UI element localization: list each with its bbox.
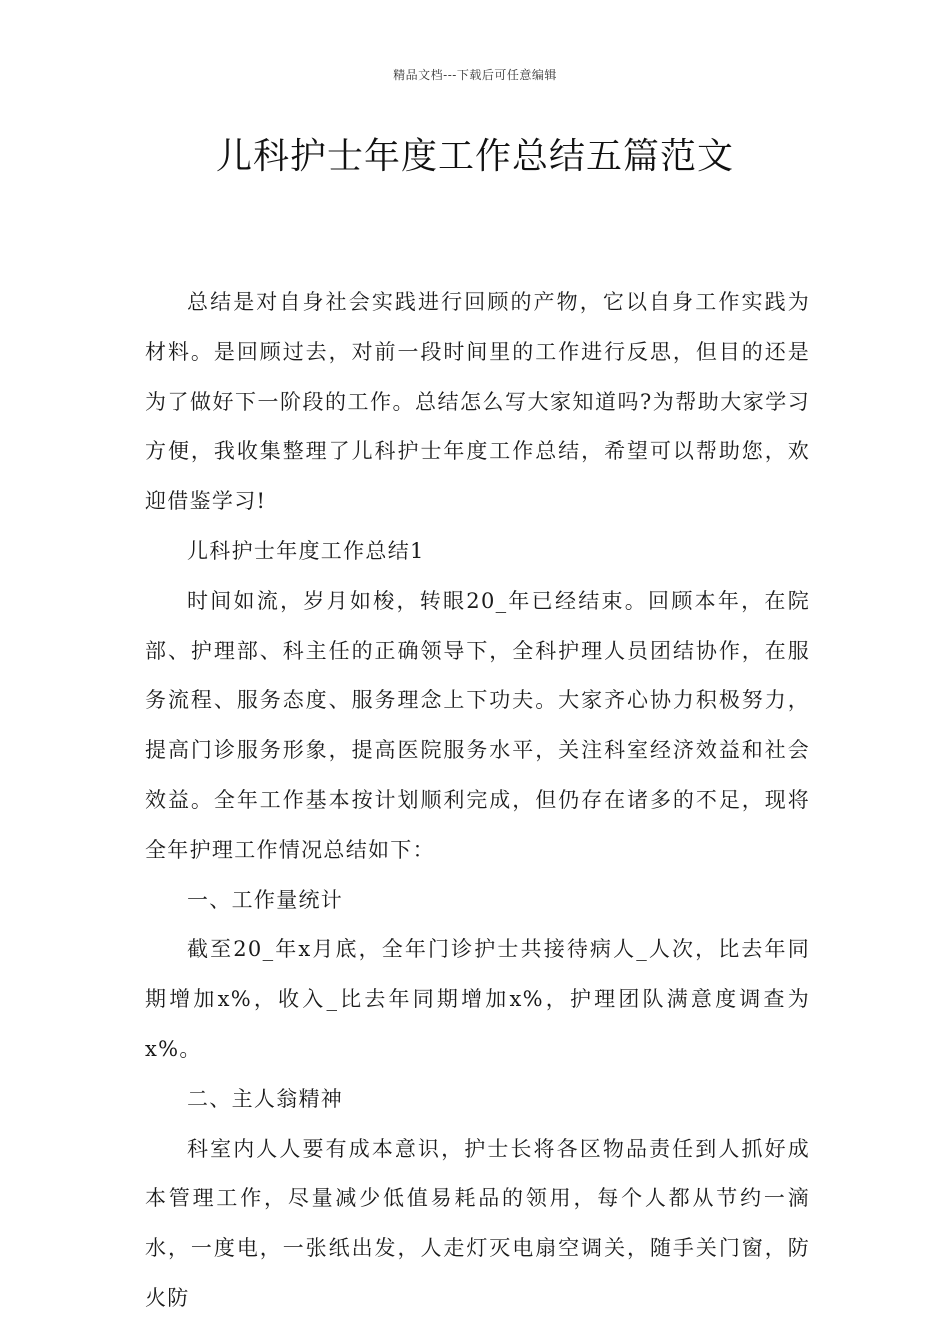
section-heading-summary-1: 儿科护士年度工作总结1: [187, 538, 425, 563]
document-title: 儿科护士年度工作总结五篇范文: [215, 136, 734, 177]
summary-1-paragraph: 时间如流，岁月如梭，转眼20_年已经结束。回顾本年，在院部、护理部、科主任的正确领导下，全科护理人员团结协作，在服务流程、服务态度、服务理念上下功夫。大家齐心协力积极努力，提高门诊服务形象，提高医院服务水平，关注科室经济效益和社会效益。全年工作基本按计划顺利完成，但仍存在诸多的不足，现将全年护理工作情况总结如下：: [145, 588, 810, 862]
intro-paragraph: 总结是对自身社会实践进行回顾的产物，它以自身工作实践为材料。是回顾过去，对前一段时间里的工作进行反思，但目的还是为了做好下一阶段的工作。总结怎么写大家知道吗?为帮助大家学习方便，我收集整理了儿科护士年度工作总结，希望可以帮助您，欢迎借鉴学习!: [145, 290, 810, 514]
section-heading-workload: 一、工作量统计: [187, 887, 344, 912]
section-heading-ownership: 二、主人翁精神: [187, 1086, 344, 1111]
ownership-paragraph: 科室内人人要有成本意识，护士长将各区物品责任到人抓好成本管理工作，尽量减少低值易耗品的领用，每个人都从节约一滴水，一度电，一张纸出发，人走灯灭电扇空调关，随手关门窗，防火防: [145, 1136, 810, 1310]
header-note: 精品文档---下载后可任意编辑: [393, 68, 557, 82]
document-body: [145, 278, 810, 1324]
workload-paragraph: 截至20_年x月底，全年门诊护士共接待病人_人次，比去年同期增加x%，收入_比去年同期增加x%，护理团队满意度调查为x%。: [145, 937, 810, 1061]
